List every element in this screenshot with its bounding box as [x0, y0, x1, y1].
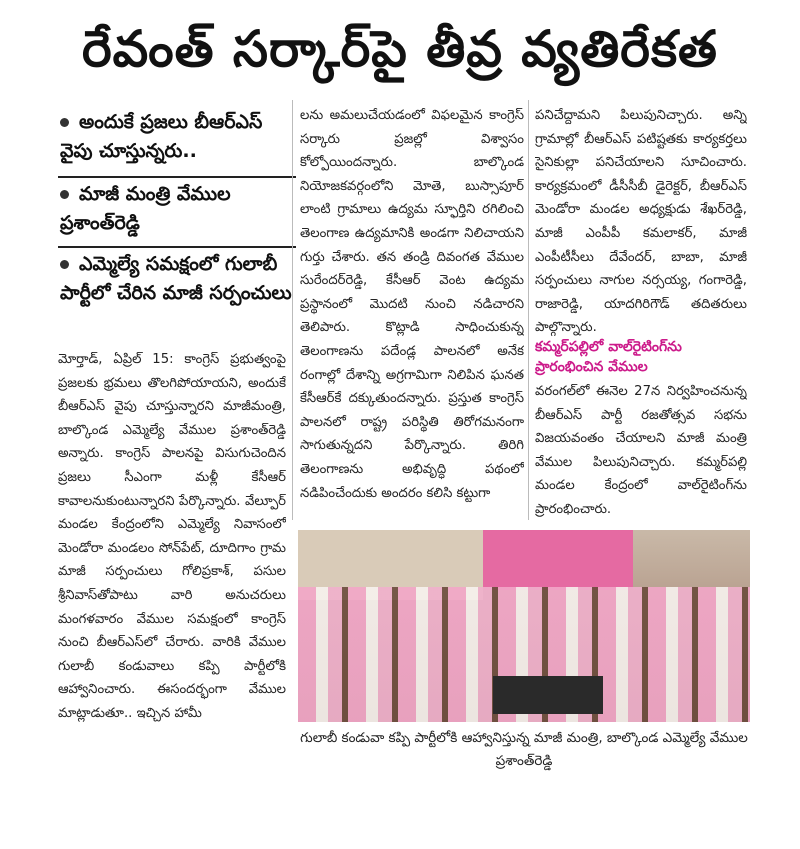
article-column-1 — [58, 348, 286, 768]
column-2-text: లను అమలుచేయడంలో విఫలమైన కాంగ్రెస్ సర్కారు ప్రజల్లో విశ్వాసం కోల్పోయిందన్నారు. బాల్కొండ నియోజకవర్గంలోని మోతె, బుస్సాపూర్ లాంటి గ్రామాలు ఉద్యమ స్ఫూర్తిని రగిలించి తెలంగాణ ఉద్యమానికి అండగా నిలిచాయని గుర్తు చేశారు. తన తండ్రి దివంగత వేముల సురేందర్‌రెడ్డి, కేసీఆర్ వెంట ఉద్యమ ప్రస్థానంలో మొదటి నుంచి నడిచారని తెలిపారు. కొట్లాడి సాధించుకున్న తెలంగాణను పదేండ్ల పాలనలో అనేక రంగాల్లో దేశాన్ని అగ్రగామిగా నిలిపిన ఘనత కేసీఆర్‌కే దక్కుతుందన్నారు. ప్రస్తుత కాంగ్రెస్ పాలనలో రాష్ట్ర పరిస్థితి తిరోగమనంగా సాగుతున్నదని పేర్కొన్నారు. తిరిగి తెలంగాణను అభివృద్ధి పథంలో నడిపించేందుకు అందరం కలిసి కట్టుగా — [300, 108, 524, 501]
column-divider — [292, 100, 293, 520]
bullet-2-text: మాజీ మంత్రి వేముల ప్రశాంత్‌రెడ్డి — [60, 183, 231, 234]
article-column-3b — [535, 380, 747, 520]
column-1-text: మోర్తాడ్, ఏప్రిల్ 15: కాంగ్రెస్ ప్రభుత్వంపై ప్రజలకు భ్రమలు తొలగిపోయాయని, అందుకే బీఆర్ఎస్ వైపు చూస్తున్నారని మాజీమంత్రి, బాల్కొండ ఎమ్మెల్యే వేముల ప్రశాంత్‌రెడ్డి అన్నారు. కాంగ్రెస్ పాలనపై విసుగుచెందిన ప్రజలు సీఎంగా మళ్లీ కేసీఆర్ కావాలనుకుంటున్నారని పేర్కొన్నారు. వేల్పూర్ మండల కేంద్రంలోని ఎమ్మెల్యే నివాసంలో మెండోరా మండలం సోన్‌పేట్, దూదిగాం గ్రామ మాజీ సర్పంచులు గోలిప్రకాశ్, పసుల శ్రీనివాస్‌తోపాటు వారి అనుచరులు మంగళవారం వేముల సమక్షంలో కాంగ్రెస్ నుంచి బీఆర్ఎస్‌లో చేరారు. వారికి వేముల గులాబీ కండువాలు కప్పి పార్టీలోకి ఆహ్వానించారు. ఈసందర్భంగా వేముల మాట్లాడుతూ.. ఇచ్చిన హామీ — [58, 352, 286, 721]
column-3b-text: వరంగల్‌లో ఈనెల 27న నిర్వహించనున్న బీఆర్ఎస్ పార్టీ రజతోత్సవ సభను విజయవంతం చేయాలని మాజీ మంత్రి వేముల పిలుపునిచ్చారు. కమ్మర్‌పల్లి మండల కేంద్రంలో వాల్‌రైటింగ్‌ను ప్రారంభించారు. — [535, 384, 747, 517]
article-column-2 — [300, 104, 524, 524]
rule-2 — [58, 246, 296, 248]
bullet-3-text: ఎమ్మెల్యే సమక్షంలో గులాబీ పార్టీలో చేరిన మాజీ సర్పంచులు — [60, 253, 292, 304]
photo-banner — [483, 530, 633, 590]
photo-table — [493, 676, 603, 714]
article-column-3 — [535, 104, 747, 336]
news-photo — [298, 530, 750, 722]
column-divider — [528, 100, 529, 520]
section-subhead: కమ్మర్‌పల్లిలో వాల్‌రైటింగ్‌ను ప్రారంభించిన వేముల — [535, 339, 682, 375]
bullet-dot — [60, 190, 69, 199]
rule-1 — [58, 176, 296, 178]
bullet-1 — [60, 108, 296, 170]
bullet-3 — [60, 250, 296, 342]
bullet-dot — [60, 260, 69, 269]
bullet-dot — [60, 118, 69, 127]
bullet-2 — [60, 180, 296, 242]
photo-caption: గులాబీ కండువా కప్పి పార్టీలోకి ఆహ్వానిస్తున్న మాజీ మంత్రి, బాల్కొండ ఎమ్మెల్యే వేముల ప్రశాంత్‌రెడ్డి — [300, 730, 748, 769]
headline: రేవంత్ సర్కార్‌పై తీవ్ర వ్యతిరేకత — [82, 20, 718, 78]
bullet-1-text: అందుకే ప్రజలు బీఆర్ఎస్ వైపు చూస్తున్నరు.. — [60, 111, 263, 162]
column-3-text: పనిచేద్దామని పిలుపునిచ్చారు. అన్ని గ్రామాల్లో బీఆర్ఎస్ పటిష్టతకు కార్యకర్తలు సైనికుల్లా పనిచేయాలని సూచించారు. కార్యక్రమంలో డీసీసీబీ డైరెక్టర్, బీఆర్ఎస్ మెండోరా మండల అధ్యక్షుడు శేఖర్‌రెడ్డి, మాజీ ఎంపీపీ కమలాకర్, మాజీ ఎంపీటీసీలు దేవేందర్, బాబా, మాజీ సర్పంచులు నాగుల నర్సయ్య, గంగారెడ్డి, రాజారెడ్డి, యాదగిరిగౌడ్ తదితరులు పాల్గొన్నారు. — [535, 108, 747, 336]
